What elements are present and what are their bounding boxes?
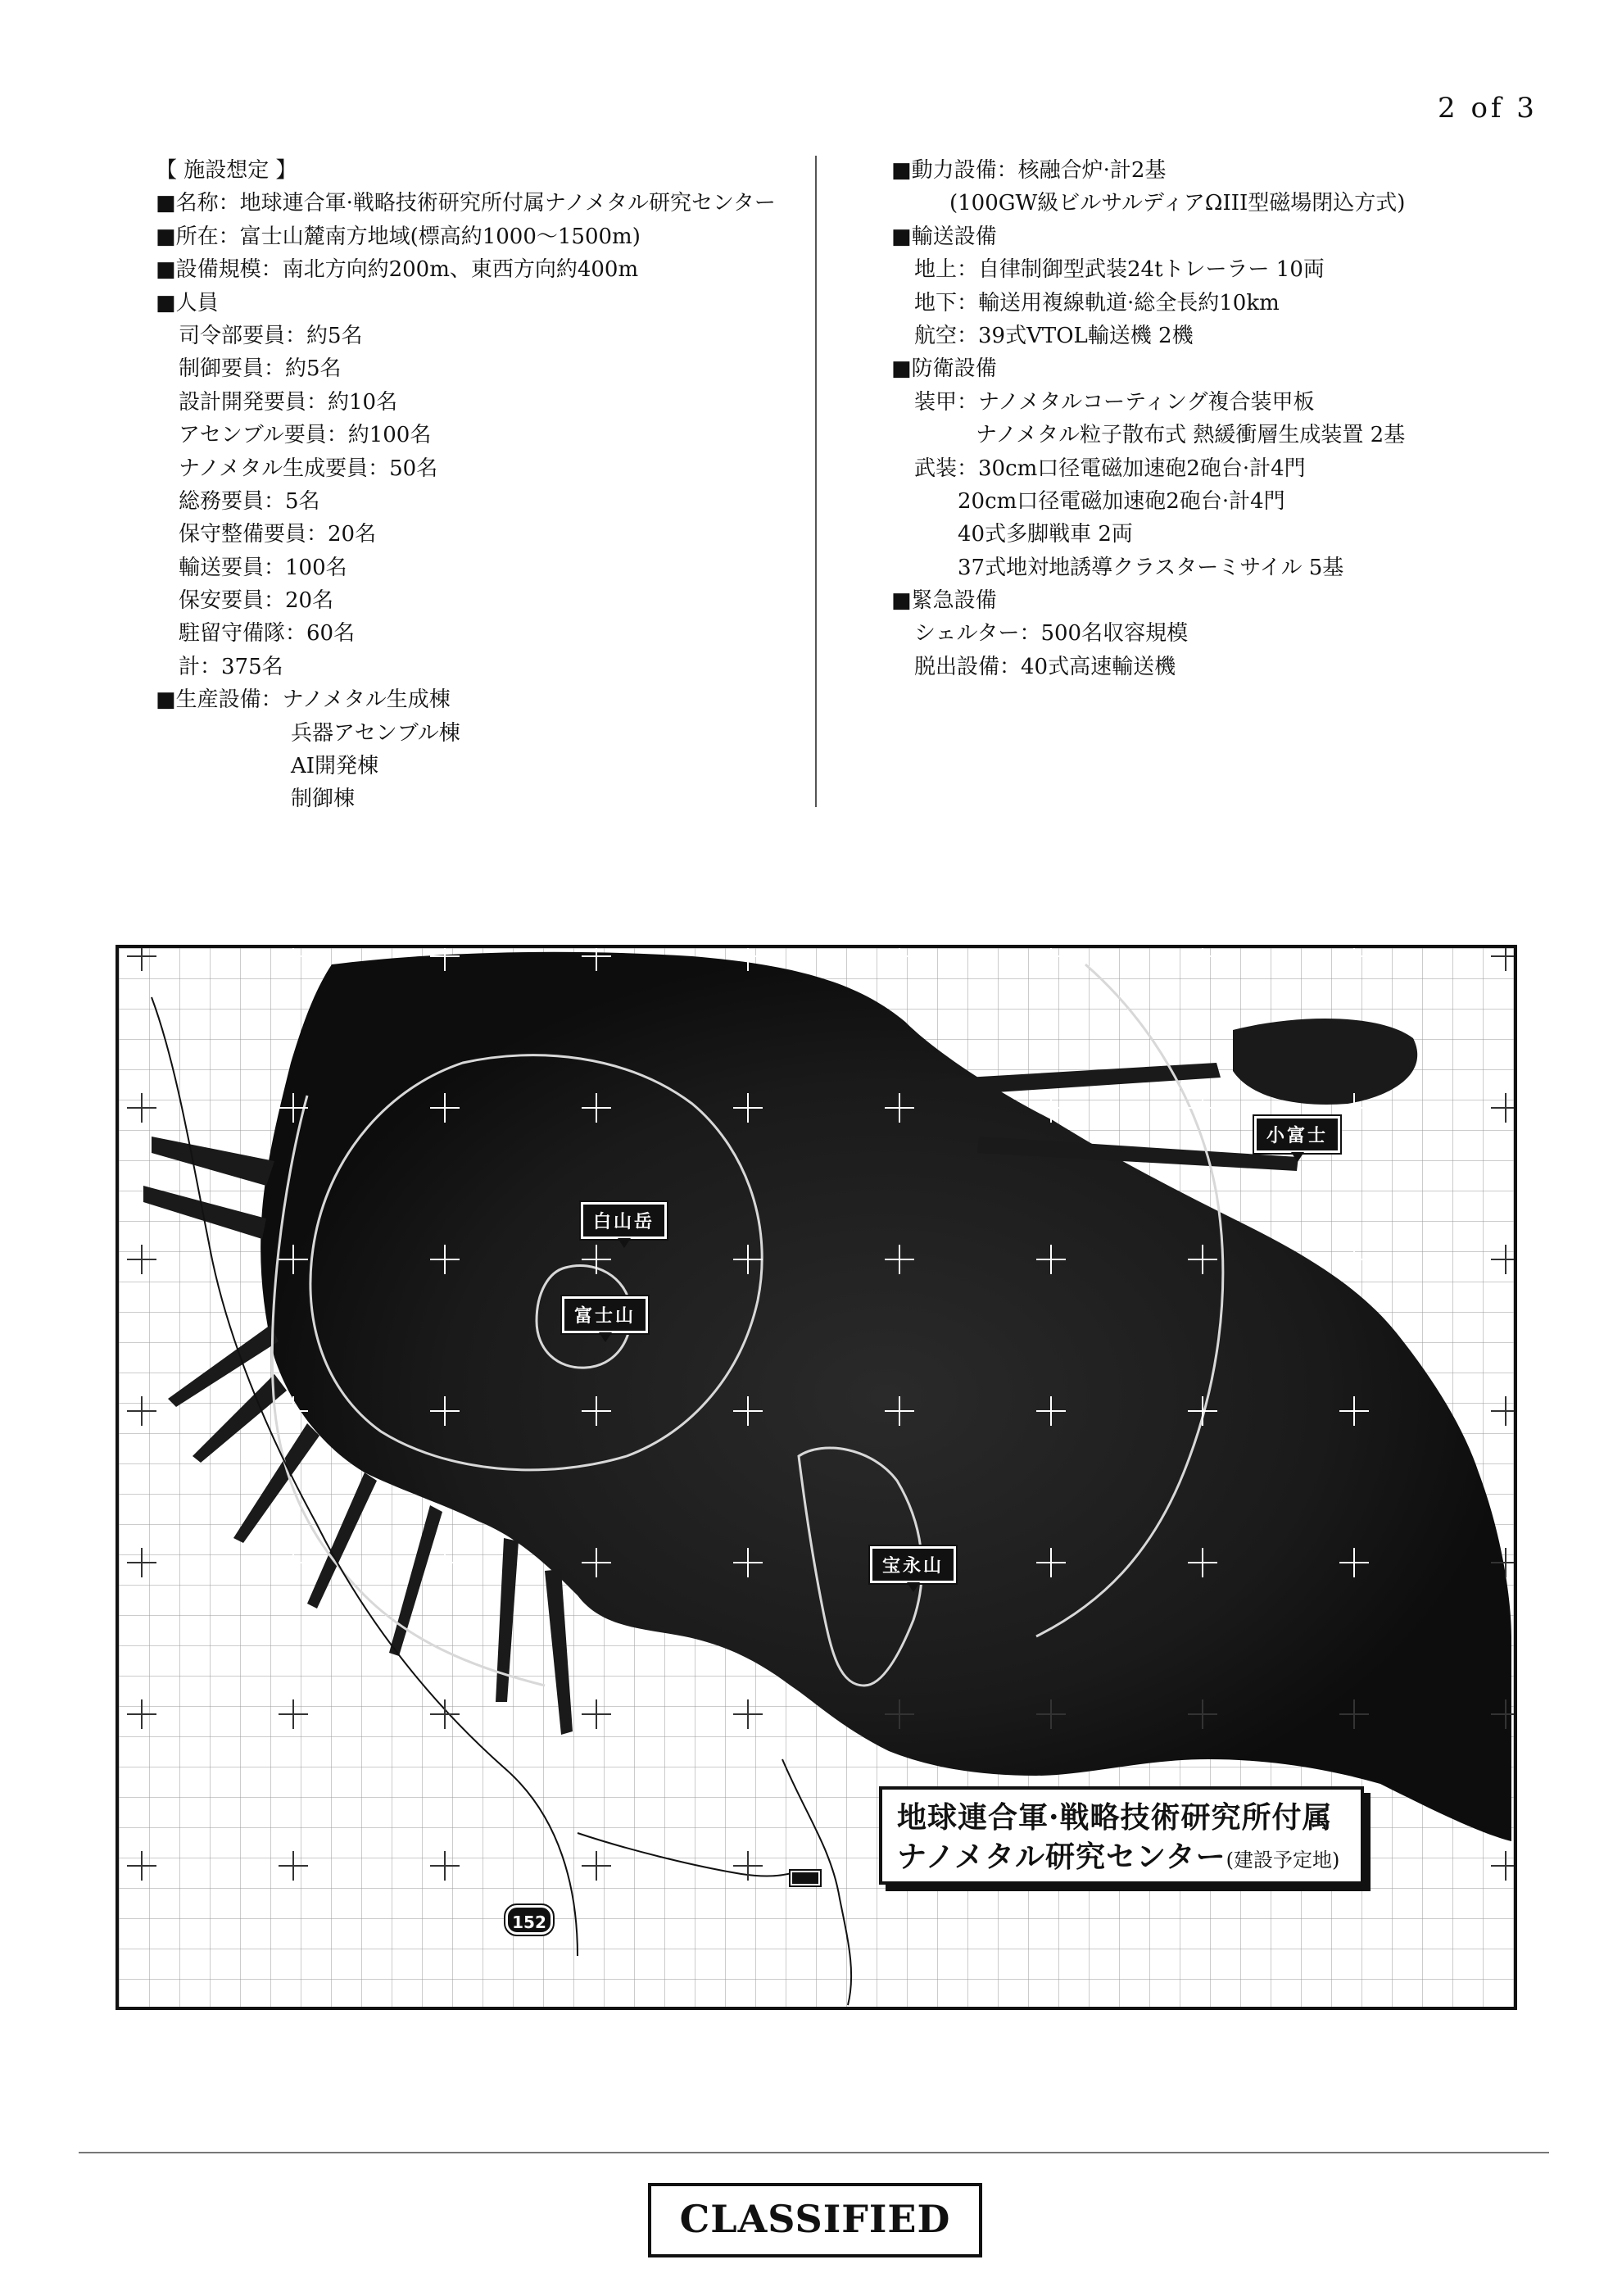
spec-location: ■所在：富士山麓南方地域(標高約1000～1500m) xyxy=(156,224,641,249)
emergency-item: 脱出設備：40式高速輸送機 xyxy=(914,654,1176,679)
label-fujisan: 富士山 xyxy=(562,1296,648,1333)
facility-spec-right xyxy=(891,154,1563,683)
production-item: AI開発棟 xyxy=(291,754,379,779)
personnel-item: 総務要員：5名 xyxy=(179,488,320,514)
site-callout-subtitle xyxy=(897,1837,1346,1880)
facility-spec-left xyxy=(156,154,795,816)
production-item: 制御棟 xyxy=(291,787,356,812)
transport-item: 地上：自律制御型武装24tトレーラー 10両 xyxy=(914,257,1325,283)
emergency-item: シェルター：500名収容規模 xyxy=(914,621,1189,647)
label-hakusan: 白山岳 xyxy=(581,1202,667,1239)
spec-power-detail: (100GW級ビルサルディアΩIII型磁場閉込方式) xyxy=(949,191,1406,216)
column-divider xyxy=(815,156,817,807)
personnel-item: ナノメタル生成要員：50名 xyxy=(179,456,438,481)
section-heading: 【 施設想定 】 xyxy=(156,158,297,183)
personnel-item: 保安要員：20名 xyxy=(179,588,334,614)
site-callout-name: ナノメタル研究センター xyxy=(897,1840,1226,1874)
defense-weapon-item: 40式多脚戦車 2両 xyxy=(958,522,1133,547)
defense-weapon-item: 37式地対地誘導クラスターミサイル 5基 xyxy=(958,555,1344,580)
personnel-item: 司令部要員：約5名 xyxy=(179,323,363,348)
personnel-item: 輸送要員：100名 xyxy=(179,555,347,580)
transport-item: 航空：39式VTOL輸送機 2機 xyxy=(914,323,1194,348)
personnel-total: 計：375名 xyxy=(179,654,283,679)
site-callout-note: (建設予定地) xyxy=(1226,1849,1340,1872)
spec-emergency-heading: ■緊急設備 xyxy=(891,588,997,614)
mount-fuji-map xyxy=(116,945,1517,2010)
transport-item: 地下：輸送用複線軌道·総全長約10km xyxy=(914,290,1280,315)
spec-scale: ■設備規模：南北方向約200m、東西方向約400m xyxy=(156,257,639,283)
site-callout-title: 地球連合軍·戦略技術研究所付属 xyxy=(897,1800,1333,1835)
route-152-shield: 152 xyxy=(505,1905,553,1935)
spec-personnel-heading: ■人員 xyxy=(156,290,219,315)
spec-transport-heading: ■輸送設備 xyxy=(891,224,997,249)
defense-weapons: 武装：30cm口径電磁加速砲2砲台·計4門 xyxy=(914,456,1306,481)
page-number: 2 of 3 xyxy=(1438,92,1538,125)
construction-site-marker xyxy=(791,1871,820,1885)
defense-armor: 装甲：ナノメタルコーティング複合装甲板 xyxy=(914,389,1315,415)
production-item: 兵器アセンブル棟 xyxy=(291,720,460,746)
spec-power: ■動力設備：核融合炉·計2基 xyxy=(891,158,1167,183)
defense-weapon-item: 20cm口径電磁加速砲2砲台·計4門 xyxy=(958,488,1285,514)
site-callout xyxy=(879,1786,1364,1885)
footer-divider xyxy=(79,2152,1549,2153)
label-kofuji: 小富士 xyxy=(1254,1116,1340,1153)
personnel-item: 設計開発要員：約10名 xyxy=(179,389,398,415)
personnel-item: アセンブル要員：約100名 xyxy=(179,423,432,448)
spec-production: ■生産設備：ナノメタル生成棟 xyxy=(156,687,451,713)
personnel-item: 保守整備要員：20名 xyxy=(179,522,377,547)
personnel-item: 制御要員：約5名 xyxy=(179,356,342,382)
personnel-item: 駐留守備隊：60名 xyxy=(179,621,356,647)
label-hoeizan: 宝永山 xyxy=(870,1546,956,1583)
defense-armor-item: ナノメタル粒子散布式 熱緩衝層生成装置 2基 xyxy=(976,423,1406,448)
spec-defense-heading: ■防衛設備 xyxy=(891,356,997,382)
spec-name: ■名称：地球連合軍·戦略技術研究所付属ナノメタル研究センター xyxy=(156,191,776,216)
classified-stamp: CLASSIFIED xyxy=(648,2183,982,2257)
